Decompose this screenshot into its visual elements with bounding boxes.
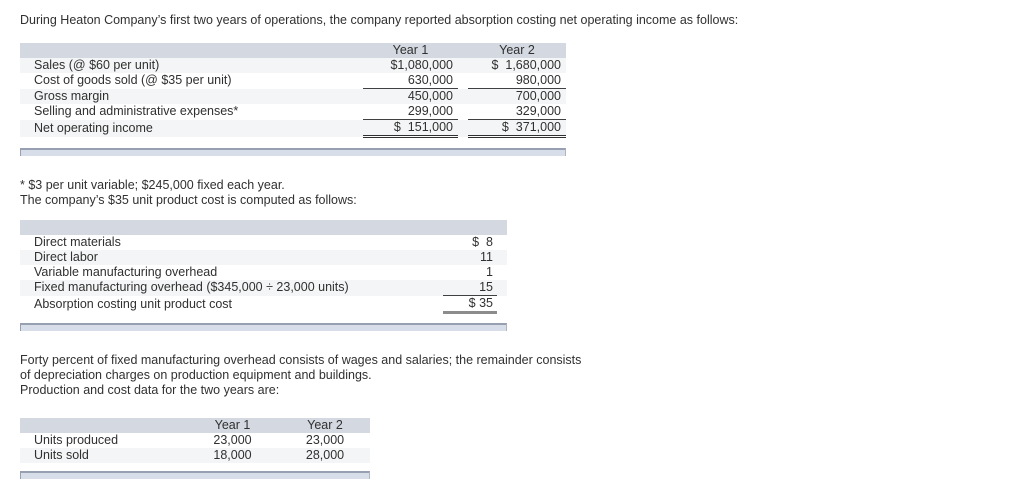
row-label: Gross margin xyxy=(34,88,110,103)
row-label: Absorption costing unit product cost xyxy=(34,296,233,311)
row-value-year2: $ 371,000 xyxy=(468,120,566,137)
table-row xyxy=(20,265,507,280)
row-value-year2: 980,000 xyxy=(468,73,566,89)
table-row xyxy=(20,433,370,448)
header-empty-cell xyxy=(20,418,185,433)
row-value-year1: 299,000 xyxy=(363,104,458,120)
row-label: Net operating income xyxy=(34,120,153,135)
header-year2: Year 2 xyxy=(307,418,343,432)
production-table-scrollbar[interactable] xyxy=(20,471,370,479)
footnote-line2: The company’s $35 unit product cost is computed as follows: xyxy=(20,193,357,207)
row-value-year2: $ 1,680,000 xyxy=(491,58,561,72)
row-label: Direct materials xyxy=(34,235,121,249)
table-row xyxy=(20,73,566,89)
row-label: Selling and administrative expenses* xyxy=(34,104,239,119)
table-row xyxy=(20,280,507,296)
unit-cost-table xyxy=(20,220,507,314)
row-amount: 1 xyxy=(486,265,493,279)
row-value-year2: 329,000 xyxy=(468,104,566,120)
header-year1: Year 1 xyxy=(392,43,429,57)
header-spacer xyxy=(458,43,468,58)
footnote-line1: * $3 per unit variable; $245,000 fixed each year. xyxy=(20,178,285,192)
table-row xyxy=(20,89,566,105)
body-text-line3: Production and cost data for the two years are: xyxy=(20,383,280,397)
row-label: Fixed manufacturing overhead ($345,000 ÷ 23,000 units) xyxy=(34,280,349,295)
table-row xyxy=(20,120,566,137)
row-label: Variable manufacturing overhead xyxy=(34,265,218,279)
header-year1: Year 1 xyxy=(214,418,251,432)
row-amount: $ 35 xyxy=(443,296,497,313)
income-statement-table xyxy=(20,43,566,138)
row-amount: 15 xyxy=(443,280,497,296)
table-row xyxy=(20,235,507,250)
intro-paragraph: During Heaton Company’s first two years of operations, the company reported absorption costing net operating income as follows: xyxy=(20,13,739,27)
row-label: Sales (@ $60 per unit) xyxy=(34,58,160,72)
row-value-year1: 18,000 xyxy=(213,448,252,462)
table-row xyxy=(20,58,566,73)
row-value-year1: $1,080,000 xyxy=(390,58,453,72)
row-amount: 11 xyxy=(480,250,493,264)
unit-cost-header-row xyxy=(20,220,507,235)
header-empty-cell xyxy=(20,43,363,58)
table-row xyxy=(20,296,507,313)
header-empty-cell xyxy=(20,220,443,235)
row-label: Cost of goods sold (@ $35 per unit) xyxy=(34,73,232,88)
row-value-year1: 23,000 xyxy=(213,433,252,447)
table-row xyxy=(20,448,370,463)
row-value-year1: 450,000 xyxy=(407,89,453,103)
row-label: Units sold xyxy=(34,448,89,462)
income-table-header-row xyxy=(20,43,566,58)
table-row xyxy=(20,250,507,265)
row-value-year1: 630,000 xyxy=(363,73,458,89)
production-table-header-row xyxy=(20,418,370,433)
row-value-year2: 23,000 xyxy=(305,433,345,447)
row-label: Units produced xyxy=(34,433,119,447)
row-value-year2: 28,000 xyxy=(305,448,345,462)
table-row xyxy=(20,104,566,120)
row-value-year1: $ 151,000 xyxy=(363,120,458,137)
row-label: Direct labor xyxy=(34,250,98,264)
row-value-year2: 700,000 xyxy=(515,89,561,103)
production-data-table xyxy=(20,418,370,463)
problem-page xyxy=(0,13,1024,485)
body-text-line2: of depreciation charges on production equipment and buildings. xyxy=(20,368,372,382)
header-year2: Year 2 xyxy=(499,43,535,57)
unit-cost-table-scrollbar[interactable] xyxy=(20,323,507,331)
row-amount: $ 8 xyxy=(472,235,493,249)
body-text-line1: Forty percent of fixed manufacturing overhead consists of wages and salaries; the remainder consists xyxy=(20,353,582,367)
income-table-scrollbar[interactable] xyxy=(20,148,566,156)
